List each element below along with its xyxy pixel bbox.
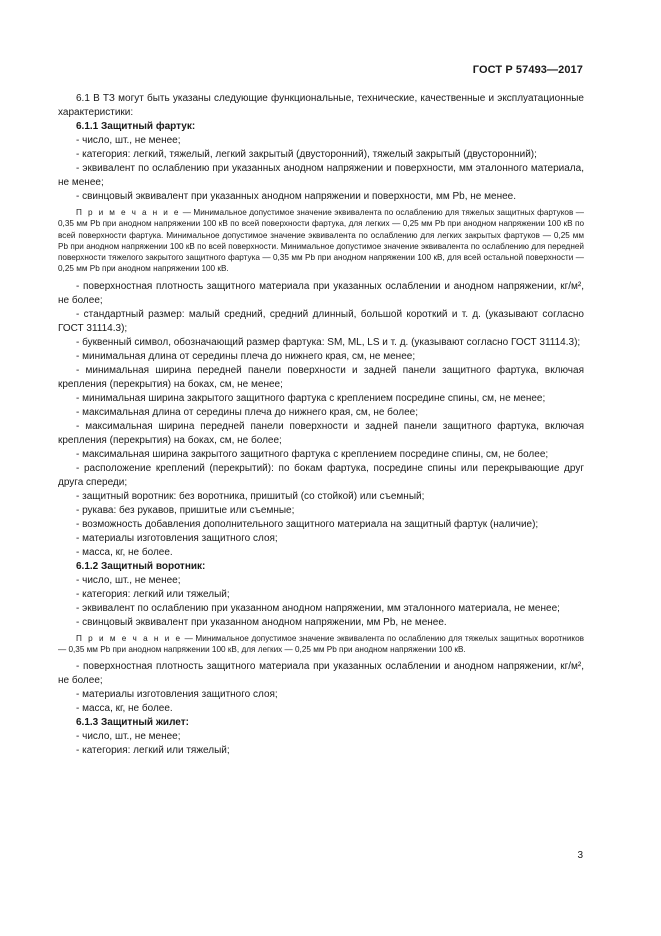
list-item: - возможность добавления дополнительного защитного материала на защитный фартук (наличие); (76, 518, 539, 530)
list-item: - минимальная длина от середины плеча до нижнего края, см, не менее; (76, 350, 416, 362)
paragraph: 6.1 В ТЗ могут быть указаны следующие функциональные, технические, качественные и эксплуатационные характеристики: (58, 93, 584, 118)
list-item: - число, шт., не менее; (76, 574, 181, 586)
list-item: - эквивалент по ослаблению при указанном анодном напряжении, мм эталонного материала, не менее; (76, 602, 560, 614)
note (58, 207, 584, 275)
section-heading: 6.1.1 Защитный фартук: (76, 121, 196, 132)
note-text: — Минимальное допустимое значение эквивалента по ослаблению для тяжелых защитных фартуков — 0,35 мм Pb при анодном напряжении 100 кВ по всей поверхности фартука, для легких — 0,25 мм Pb при анодном напряжении 100 кВ по всей поверхности фартука. Минимальное допустимое значение эквивалента по ослаблению для легких закрытых фартуков — 0,25 мм Pb при анодном напряжении 100 кВ по всей поверхности. Минимальное допустимое значение эквивалента по ослаблению для передней поверхности тяжелого закрытого защитного фартука — 0,35 мм Pb при анодном напряжении 100 кВ, для всей остальной поверхности — 0,25 мм Pb при анодном напряжении 100 кВ. (58, 208, 584, 274)
list-item: - максимальная ширина передней панели поверхности и задней панели защитного фартука, включая крепления (перекрытия) на боках, см, не более; (58, 420, 584, 446)
list-item: - материалы изготовления защитного слоя; (76, 532, 278, 544)
list-item: - минимальная ширина передней панели поверхности и задней панели защитного фартука, включая крепления (перекрытия) на боках, см, не менее; (58, 364, 584, 390)
list-item: - поверхностная плотность защитного материала при указанных ослаблении и анодном напряжении, кг/м², не более; (58, 661, 584, 687)
page-number: 3 (577, 850, 583, 861)
note-text: — Минимальное допустимое значение эквивалента по ослаблению для тяжелых защитных воротников — 0,35 мм Pb при анодном напряжении 100 кВ, для легких — 0,25 мм Pb при анодном напряжении 100 кВ. (58, 633, 584, 655)
list-item: - поверхностная плотность защитного материала при указанных ослаблении и анодном напряжении, кг/м², не более; (58, 280, 584, 306)
list-item: - категория: легкий, тяжелый, легкий закрытый (двусторонний), тяжелый закрытый (двусторонний); (76, 149, 537, 160)
list-item: - число, шт., не менее; (76, 135, 181, 146)
note (58, 633, 584, 656)
list-item: - материалы изготовления защитного слоя; (76, 689, 278, 701)
section-heading: 6.1.3 Защитный жилет: (76, 717, 189, 729)
list-item: - эквивалент по ослаблению при указанных анодном напряжении и поверхности, мм эталонного материала, не менее; (58, 163, 584, 188)
list-item: - масса, кг, не более. (76, 703, 173, 715)
list-item: - максимальная длина от середины плеча до нижнего края, см, не более; (76, 406, 418, 418)
list-item: - свинцовый эквивалент при указанном анодном напряжении, мм Pb, не менее. (76, 616, 447, 628)
list-item: - буквенный символ, обозначающий размер фартука: SM, ML, LS и т. д. (указывают согласно ГОСТ 31114.3); (76, 336, 581, 348)
list-item: - свинцовый эквивалент при указанных анодном напряжении и поверхности, мм Pb, не менее. (76, 191, 517, 202)
list-item: - рукава: без рукавов, пришитые или съемные; (76, 504, 295, 516)
list-item: - число, шт., не менее; (76, 731, 181, 743)
section-heading: 6.1.2 Защитный воротник: (76, 560, 206, 572)
document-header: ГОСТ Р 57493—2017 (472, 64, 583, 76)
document-body (58, 92, 584, 758)
list-item: - защитный воротник: без воротника, пришитый (со стойкой) или съемный; (76, 490, 425, 502)
list-item: - стандартный размер: малый средний, средний длинный, большой короткий и т. д. (указывают согласно ГОСТ 31114.3); (58, 308, 584, 334)
list-item: - минимальная ширина закрытого защитного фартука с креплением посредине спины, см, не менее; (76, 392, 546, 404)
list-item: - категория: легкий или тяжелый; (76, 745, 230, 757)
note-label: П р и м е ч а н и е (76, 208, 181, 217)
list-item: - расположение креплений (перекрытий): по бокам фартука, посредине спины или перекрывающие друг друга спереди; (58, 462, 584, 488)
list-item: - максимальная ширина закрытого защитного фартука с креплением посредине спины, см, не более; (76, 448, 549, 460)
note-label: П р и м е ч а н и е (76, 633, 182, 643)
list-item: - категория: легкий или тяжелый; (76, 588, 230, 600)
list-item: - масса, кг, не более. (76, 546, 173, 558)
